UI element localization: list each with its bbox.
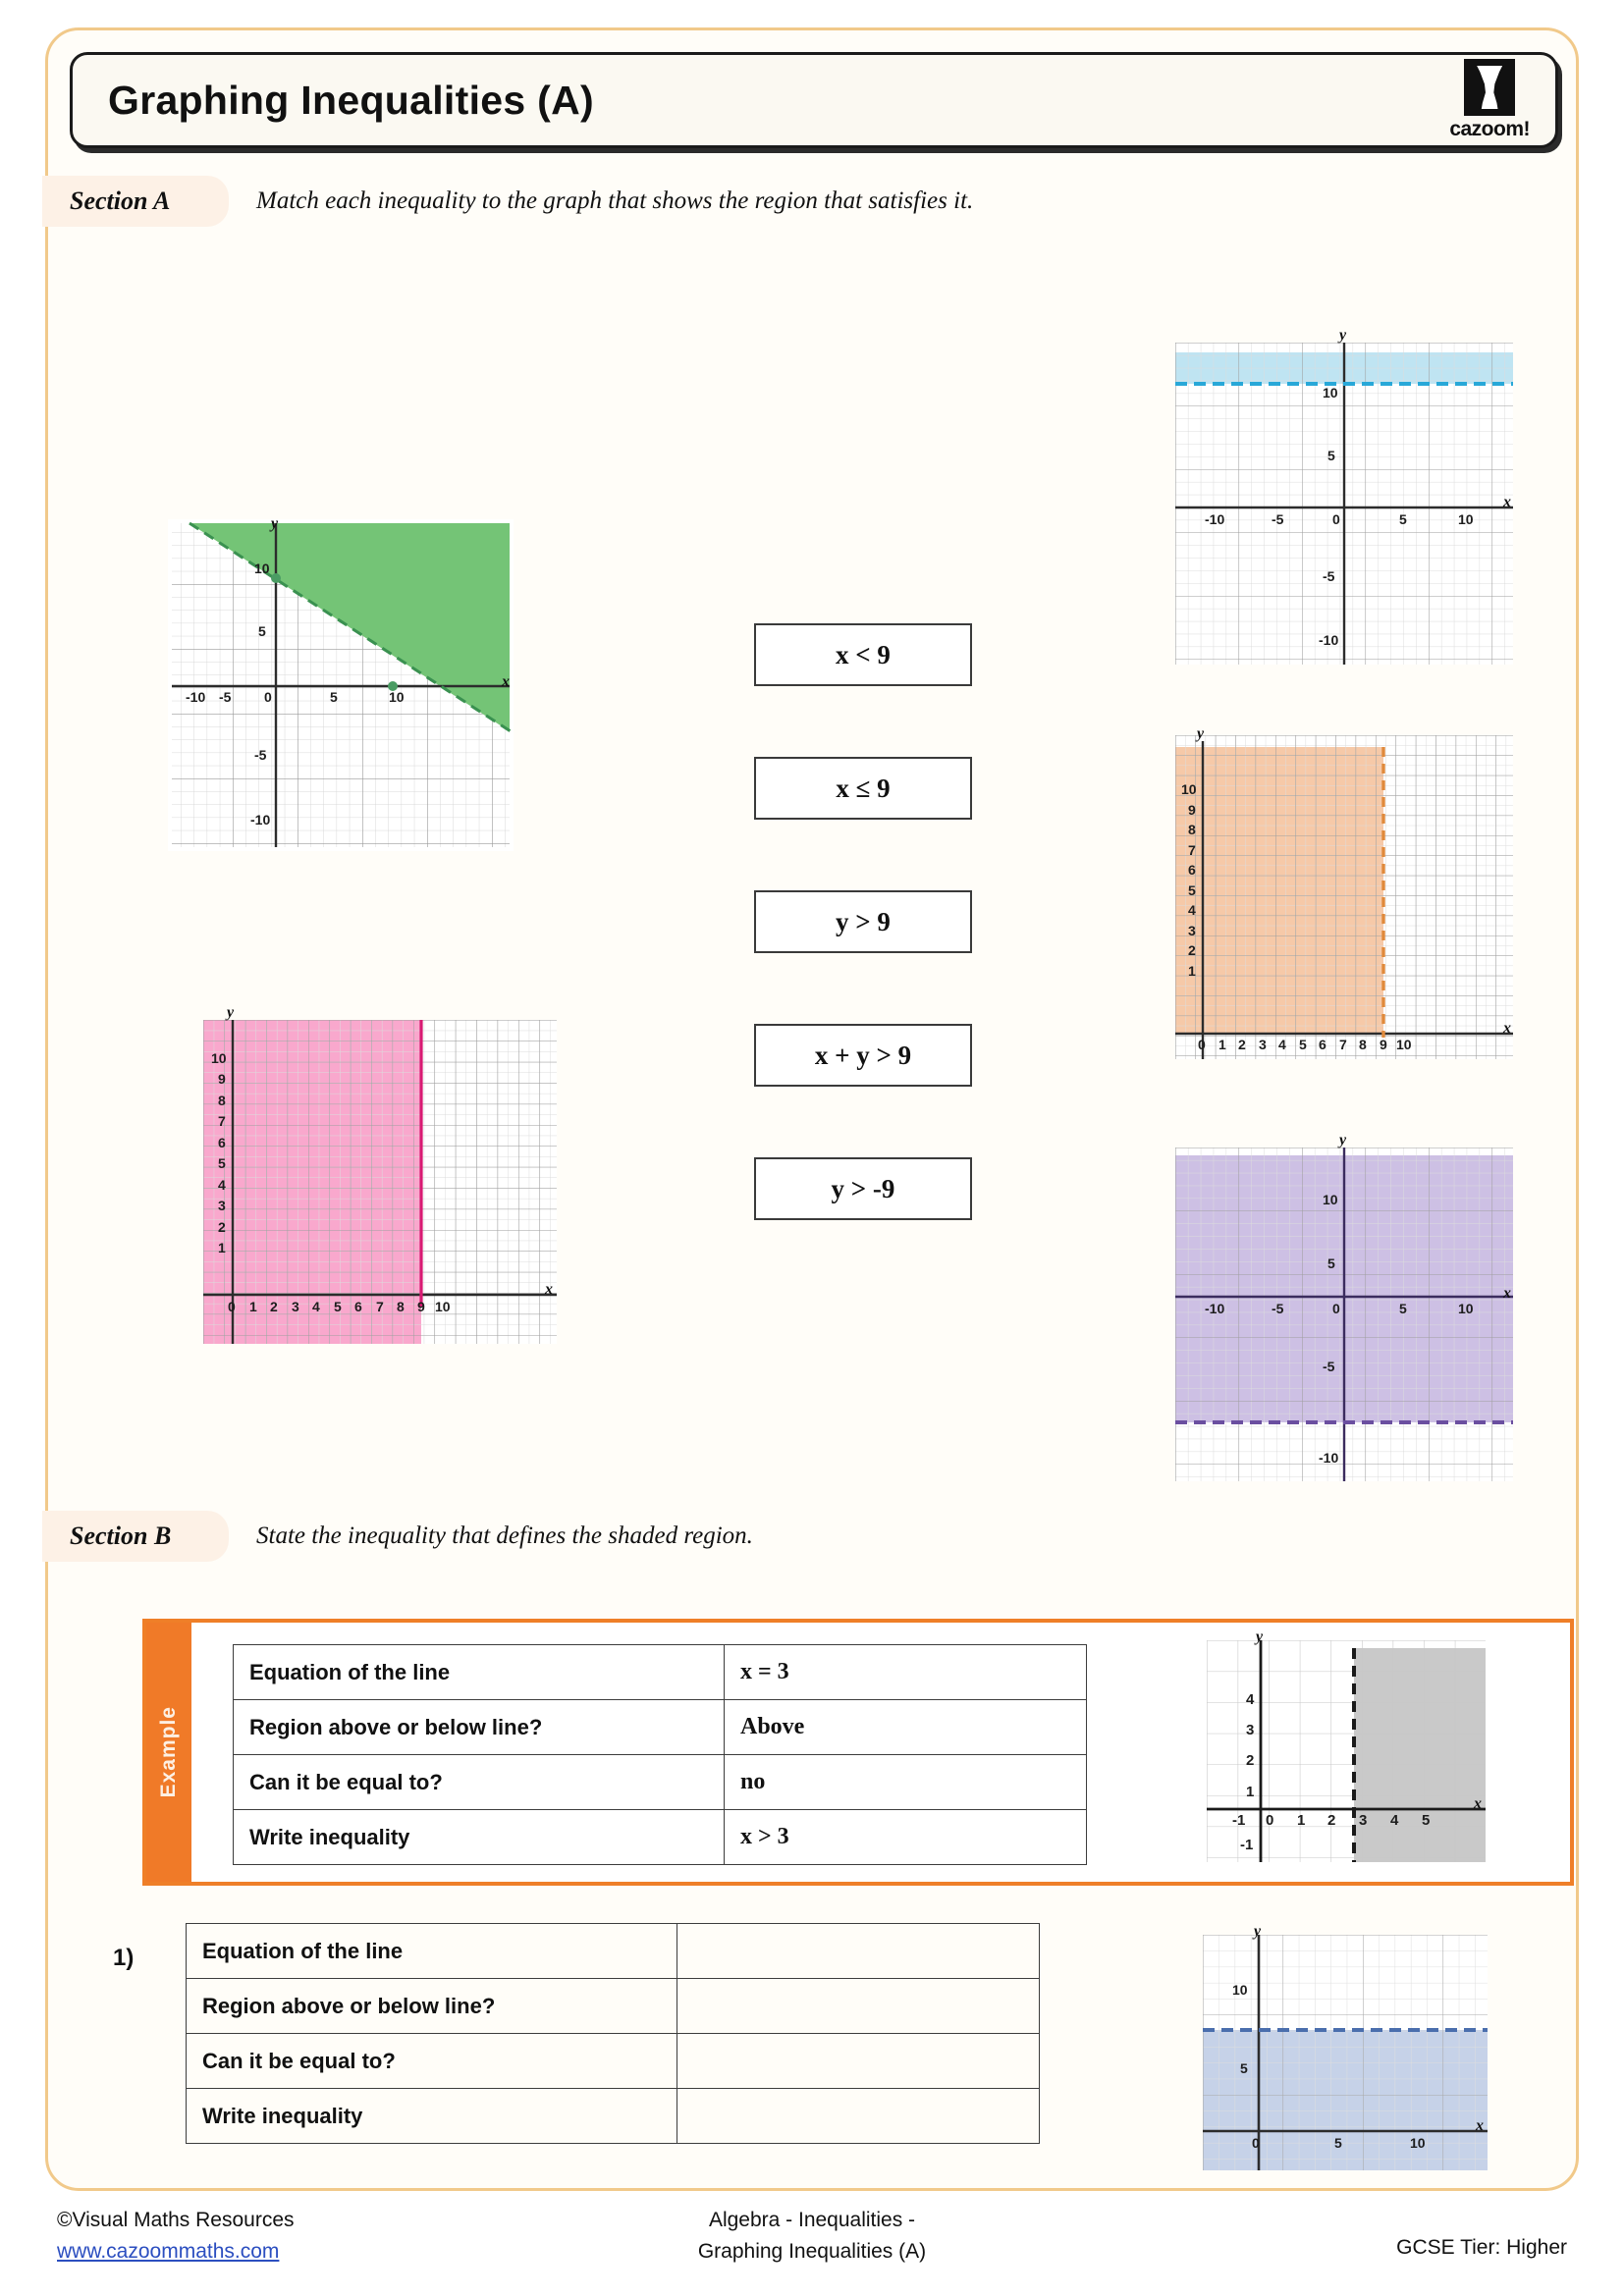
question-1-table (186, 1923, 1040, 2144)
graph-pink-ytick-3: 3 (218, 1198, 226, 1213)
example-row-1-label: Region above or below line? (234, 1700, 725, 1755)
graph-blue-ytick--10: -10 (1319, 632, 1339, 648)
graph-example-svg (1207, 1640, 1486, 1862)
graph-purple-y-axis-label: y (1339, 1132, 1347, 1148)
graph-blue-xtick-10: 10 (1458, 511, 1474, 527)
footer-centre-line2: Graphing Inequalities (A) (697, 2240, 927, 2263)
graph-example-xtick-4: 4 (1390, 1812, 1399, 1829)
footer-centre-line1: Algebra - Inequalities - (708, 2209, 916, 2231)
graph-purple (1175, 1132, 1513, 1481)
graph-orange-xtick-3: 3 (1259, 1037, 1267, 1052)
graph-example-ytick--1: -1 (1240, 1837, 1254, 1853)
table-row (234, 1700, 1087, 1755)
graph-purple-ytick-5: 5 (1327, 1255, 1335, 1271)
graph-pink-ytick-5: 5 (218, 1155, 226, 1171)
graph-orange-xtick-7: 7 (1339, 1037, 1347, 1052)
graph-blue-xtick-0: 0 (1332, 511, 1340, 527)
graph-orange-ytick-6: 6 (1188, 862, 1196, 878)
graph-example-xtick--1: -1 (1232, 1812, 1246, 1829)
table-row (234, 1755, 1087, 1810)
section-a-label: Section A (70, 187, 171, 215)
inequality-card-4-text: x + y > 9 (814, 1040, 912, 1070)
graph-orange-xtick-2: 2 (1238, 1037, 1246, 1052)
graph-pink-ytick-9: 9 (218, 1071, 226, 1087)
inequality-card-3[interactable] (754, 890, 972, 953)
graph-example-ytick-2: 2 (1246, 1752, 1255, 1769)
graph-green-svg (168, 519, 514, 851)
table-row (234, 1810, 1087, 1865)
graph-example-ytick-1: 1 (1246, 1784, 1255, 1800)
graph-blue-ytick-5: 5 (1327, 448, 1335, 463)
hourglass-glyph-icon (1477, 66, 1502, 109)
graph-orange-xtick-0: 0 (1198, 1037, 1206, 1052)
graph-pink-xtick-9: 9 (417, 1299, 425, 1314)
graph-example-xtick-0: 0 (1266, 1812, 1274, 1829)
footer-website-link[interactable]: www.cazoommaths.com (57, 2240, 280, 2263)
graph-pink-xtick-0: 0 (228, 1299, 236, 1314)
graph-example-xtick-1: 1 (1297, 1812, 1306, 1829)
table-row (187, 2034, 1040, 2089)
graph-pink-xtick-5: 5 (334, 1299, 342, 1314)
graph-pink-xtick-1: 1 (249, 1299, 257, 1314)
graph-orange-xtick-5: 5 (1299, 1037, 1307, 1052)
q1-row-3-value[interactable] (677, 2089, 1040, 2144)
graph-green-xtick-10: 10 (389, 689, 405, 705)
q1-row-3-label: Write inequality (187, 2089, 677, 2144)
graph-blue-x-axis-label: x (1503, 494, 1511, 510)
section-b-pill (42, 1511, 229, 1562)
graph-example-ytick-3: 3 (1246, 1722, 1255, 1738)
graph-orange-xtick-6: 6 (1319, 1037, 1326, 1052)
inequality-card-5[interactable] (754, 1157, 972, 1220)
graph-pink-ytick-7: 7 (218, 1113, 226, 1129)
graph-blue-ytick-10: 10 (1323, 385, 1338, 400)
q1-row-2-value[interactable] (677, 2034, 1040, 2089)
graph-pink-xtick-10: 10 (435, 1299, 451, 1314)
example-row-2-label: Can it be equal to? (234, 1755, 725, 1810)
page-footer (0, 2205, 1624, 2293)
q1-row-0-label: Equation of the line (187, 1924, 677, 1979)
graph-q1-y-axis-label: y (1254, 1923, 1262, 1940)
graph-pink-ytick-4: 4 (218, 1177, 226, 1193)
graph-q1-xtick-5: 5 (1334, 2135, 1342, 2151)
graph-example-xtick-2: 2 (1327, 1812, 1336, 1829)
graph-green-ytick--5: -5 (254, 747, 267, 763)
q1-row-1-value[interactable] (677, 1979, 1040, 2034)
graph-purple-x-axis-label: x (1503, 1285, 1511, 1302)
graph-example-y-axis-label: y (1256, 1629, 1264, 1645)
graph-purple-ytick--5: -5 (1323, 1359, 1335, 1374)
logo-wordmark: cazoom! (1449, 118, 1530, 140)
graph-q1 (1203, 1923, 1488, 2170)
footer-tier: GCSE Tier: Higher (1396, 2236, 1567, 2259)
example-row-3-value[interactable]: x > 3 (725, 1810, 1087, 1865)
graph-orange-xtick-10: 10 (1396, 1037, 1412, 1052)
graph-green (168, 515, 514, 851)
inequality-card-1-text: x < 9 (836, 639, 891, 669)
graph-green-ytick--10: -10 (250, 812, 271, 828)
graph-pink-ytick-1: 1 (218, 1240, 226, 1255)
table-row (187, 1979, 1040, 2034)
graph-orange (1175, 725, 1513, 1059)
graph-pink-ytick-10: 10 (211, 1050, 227, 1066)
graph-orange-ytick-4: 4 (1188, 902, 1196, 918)
graph-orange-xtick-8: 8 (1359, 1037, 1367, 1052)
graph-example-xtick-3: 3 (1359, 1812, 1368, 1829)
graph-example-x-axis-label: x (1474, 1795, 1482, 1812)
graph-q1-ytick-5: 5 (1240, 2060, 1248, 2076)
graph-orange-ytick-10: 10 (1181, 781, 1197, 797)
worksheet-page (45, 27, 1579, 2191)
graph-green-xtick--5: -5 (219, 689, 232, 705)
q1-row-1-label: Region above or below line? (187, 1979, 677, 2034)
graph-orange-ytick-9: 9 (1188, 802, 1196, 818)
graph-example (1207, 1629, 1486, 1862)
section-b-instruction: State the inequality that defines the shaded region. (256, 1522, 753, 1549)
graph-pink-xtick-3: 3 (292, 1299, 299, 1314)
graph-q1-svg (1203, 1935, 1488, 2170)
graph-orange-x-axis-label: x (1503, 1020, 1511, 1037)
graph-green-xtick-5: 5 (330, 689, 338, 705)
example-row-2-value[interactable]: no (725, 1755, 1087, 1810)
inequality-card-1[interactable] (754, 623, 972, 686)
graph-green-y-axis-label: y (271, 515, 279, 532)
footer-copyright: ©Visual Maths Resources (57, 2209, 295, 2231)
graph-pink-ytick-2: 2 (218, 1219, 226, 1235)
page-title: Graphing Inequalities (A) (108, 77, 594, 123)
hourglass-logo-icon (1464, 59, 1515, 116)
example-row-3-label: Write inequality (234, 1810, 725, 1865)
graph-orange-ytick-3: 3 (1188, 923, 1196, 938)
graph-pink-x-axis-label: x (545, 1281, 553, 1298)
graph-pink-xtick-2: 2 (270, 1299, 278, 1314)
example-tab (146, 1623, 191, 1882)
graph-orange-ytick-7: 7 (1188, 842, 1196, 858)
graph-blue-svg (1175, 343, 1513, 665)
example-tab-label: Example (157, 1706, 180, 1798)
table-row (187, 1924, 1040, 1979)
example-row-0-value[interactable]: x = 3 (725, 1645, 1087, 1700)
table-row (234, 1645, 1087, 1700)
section-a-pill (42, 176, 229, 227)
graph-orange-ytick-2: 2 (1188, 942, 1196, 958)
graph-orange-xtick-1: 1 (1218, 1037, 1226, 1052)
example-table (233, 1644, 1087, 1865)
graph-q1-xtick-10: 10 (1410, 2135, 1426, 2151)
section-a-header (48, 176, 973, 227)
inequality-card-2[interactable] (754, 757, 972, 820)
graph-pink-ytick-6: 6 (218, 1135, 226, 1150)
cazoom-logo (1449, 59, 1530, 141)
graph-pink (203, 1004, 557, 1344)
graph-example-xtick-5: 5 (1422, 1812, 1431, 1829)
question-1-block (186, 1923, 1040, 2144)
graph-blue-y-axis-label: y (1339, 327, 1347, 344)
graph-pink-xtick-4: 4 (312, 1299, 320, 1314)
graph-q1-xtick-0: 0 (1252, 2135, 1260, 2151)
inequality-card-5-text: y > -9 (831, 1173, 895, 1203)
graph-blue (1175, 327, 1513, 665)
graph-purple-xtick-5: 5 (1399, 1301, 1407, 1316)
graph-purple-ytick--10: -10 (1319, 1450, 1339, 1466)
graph-green-x-axis-label: x (502, 673, 510, 690)
inequality-card-3-text: y > 9 (836, 906, 891, 936)
graph-blue-xtick--5: -5 (1272, 511, 1284, 527)
graph-orange-y-axis-label: y (1197, 725, 1205, 742)
graph-orange-svg (1175, 735, 1513, 1059)
graph-example-ytick-4: 4 (1246, 1691, 1255, 1708)
graph-orange-ytick-8: 8 (1188, 822, 1196, 837)
graph-pink-xtick-7: 7 (376, 1299, 384, 1314)
graph-purple-xtick-10: 10 (1458, 1301, 1474, 1316)
graph-purple-xtick-0: 0 (1332, 1301, 1340, 1316)
graph-pink-xtick-8: 8 (397, 1299, 405, 1314)
footer-centre (0, 2205, 1624, 2268)
graph-blue-ytick--5: -5 (1323, 568, 1335, 584)
graph-purple-xtick--5: -5 (1272, 1301, 1284, 1316)
inequality-card-2-text: x ≤ 9 (836, 773, 891, 803)
q1-row-0-value[interactable] (677, 1924, 1040, 1979)
graph-pink-ytick-8: 8 (218, 1093, 226, 1108)
graph-green-xtick-0: 0 (264, 689, 272, 705)
graph-green-ytick-10: 10 (254, 561, 270, 576)
graph-blue-xtick--10: -10 (1205, 511, 1225, 527)
table-row (187, 2089, 1040, 2144)
graph-green-xtick--10: -10 (186, 689, 206, 705)
section-a-instruction: Match each inequality to the graph that shows the region that satisfies it. (256, 187, 974, 214)
example-row-1-value[interactable]: Above (725, 1700, 1087, 1755)
graph-orange-ytick-1: 1 (1188, 963, 1196, 979)
graph-q1-x-axis-label: x (1476, 2117, 1484, 2134)
section-b-header (48, 1511, 753, 1562)
graph-purple-xtick--10: -10 (1205, 1301, 1225, 1316)
graph-pink-svg (203, 1020, 557, 1344)
graph-purple-ytick-10: 10 (1323, 1192, 1338, 1207)
inequality-card-4[interactable] (754, 1024, 972, 1087)
graph-orange-ytick-5: 5 (1188, 882, 1196, 898)
graph-green-ytick-5: 5 (258, 623, 266, 639)
graph-orange-xtick-4: 4 (1278, 1037, 1286, 1052)
q1-row-2-label: Can it be equal to? (187, 2034, 677, 2089)
worksheet-title-bar (70, 52, 1558, 148)
graph-pink-y-axis-label: y (227, 1004, 235, 1021)
graph-pink-xtick-6: 6 (354, 1299, 362, 1314)
question-1-number: 1) (113, 1945, 135, 1971)
graph-orange-xtick-9: 9 (1380, 1037, 1387, 1052)
graph-q1-ytick-10: 10 (1232, 1982, 1248, 1998)
example-row-0-label: Equation of the line (234, 1645, 725, 1700)
section-b-label: Section B (70, 1522, 172, 1550)
graph-blue-xtick-5: 5 (1399, 511, 1407, 527)
